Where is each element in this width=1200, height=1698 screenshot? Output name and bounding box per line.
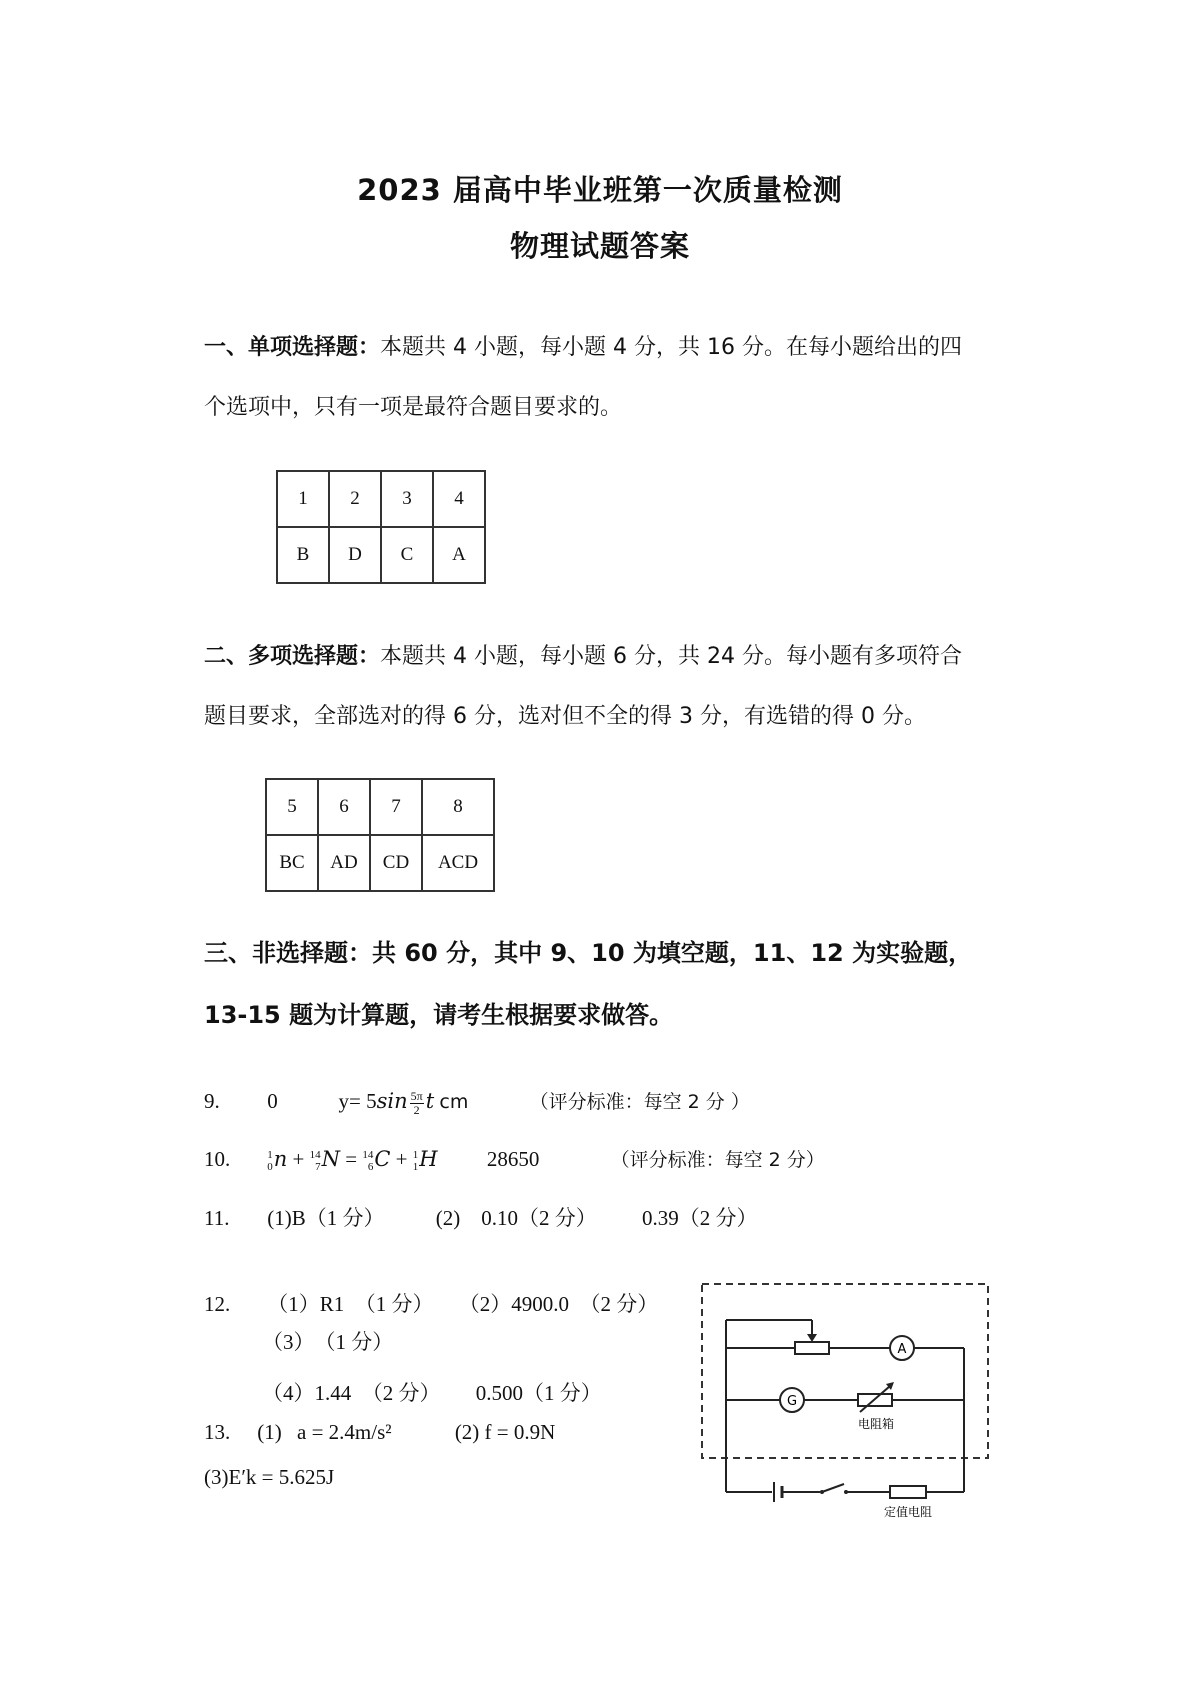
q13-part3: E′k = 5.625J — [228, 1465, 335, 1489]
answer-cell: AD — [318, 835, 370, 891]
section2-heading: 二、多项选择题： — [204, 644, 381, 669]
q12-part3: （3） （1 分） — [262, 1330, 394, 1354]
question-number: 13. — [204, 1420, 231, 1444]
section3-line1: 三、非选择题：共 60 分，其中 9、10 为填空题，11、12 为实验题， — [204, 939, 973, 967]
section2-desc-line1: 本题共 4 小题，每小题 6 分，共 24 分。每小题有多项符合 — [380, 644, 962, 669]
table-row — [266, 835, 494, 891]
question-number-cell: 2 — [329, 471, 381, 527]
q13-part1: a = 2.4m/s² — [297, 1420, 392, 1444]
answer-q12-line3 — [262, 1377, 602, 1407]
question-number-cell: 3 — [381, 471, 433, 527]
mass-number: 14 — [309, 1149, 321, 1162]
question-number-cell: 7 — [370, 779, 422, 835]
fixed-resistor-label: 定值电阻 — [883, 1505, 933, 1519]
section2-description — [204, 627, 1024, 747]
answer-q10 — [204, 1145, 825, 1173]
answer-cell: C — [381, 527, 433, 583]
q11-part1: (1)B（1 分） — [267, 1206, 385, 1230]
question-number: 11. — [204, 1206, 230, 1230]
answer-cell: CD — [370, 835, 422, 891]
q10-C-indices — [362, 1149, 373, 1173]
question-number-cell: 1 — [277, 471, 329, 527]
section1-description — [204, 318, 1024, 438]
question-number: 10. — [204, 1147, 231, 1171]
q9-eq-prefix: y= 5 — [338, 1089, 377, 1113]
section1-answer-table — [276, 470, 486, 584]
q9-scoring-note: （评分标准：每空 2 分 ） — [529, 1091, 750, 1113]
table-row — [277, 471, 485, 527]
circuit-diagram — [700, 1282, 1000, 1520]
answer-q13-line1 — [204, 1420, 555, 1445]
atomic-number: 7 — [315, 1161, 321, 1174]
answer-q12-line1 — [204, 1288, 658, 1318]
galvanometer-label: G — [786, 1394, 798, 1409]
question-number-cell: 8 — [422, 779, 494, 835]
plus-sign: + — [292, 1147, 305, 1171]
ammeter-label: A — [897, 1342, 907, 1357]
equals-sign: = — [345, 1147, 358, 1171]
question-number-cell: 5 — [266, 779, 318, 835]
q12-part4: （4）1.44 （2 分） — [262, 1381, 441, 1405]
q9-fraction — [410, 1090, 424, 1117]
q10-H-indices — [413, 1149, 419, 1173]
q9-eq-t: t — [425, 1089, 435, 1113]
q12-part1: （1）R1 （1 分） — [267, 1292, 434, 1316]
q10-n-indices — [267, 1149, 273, 1173]
hydrogen-symbol: H — [419, 1147, 438, 1171]
rheostat-icon — [795, 1342, 829, 1354]
neutron-symbol: n — [273, 1147, 288, 1171]
atomic-number: 1 — [412, 1161, 419, 1174]
slider-arrow-icon — [807, 1334, 817, 1342]
q13-part3-prefix: (3) — [204, 1465, 229, 1489]
q10-value: 28650 — [486, 1147, 540, 1171]
answer-q13-line2 — [204, 1465, 334, 1490]
page-title: 2023 届高中毕业班第一次质量检测 — [357, 173, 843, 207]
answer-cell: B — [277, 527, 329, 583]
resistance-box-label: 电阻箱 — [857, 1417, 895, 1431]
question-number: 12. — [204, 1292, 231, 1316]
mass-number: 1 — [267, 1149, 273, 1162]
q9-eq-unit: cm — [439, 1091, 469, 1113]
answer-q11 — [204, 1202, 758, 1232]
page-subtitle: 物理试题答案 — [509, 229, 690, 263]
q11-part3: 0.39（2 分） — [642, 1206, 758, 1230]
answer-cell: ACD — [422, 835, 494, 891]
section2-desc-line2: 题目要求，全部选对的得 6 分，选对但不全的得 3 分，有选错的得 0 分。 — [204, 704, 926, 729]
table-row — [277, 527, 485, 583]
table-row — [266, 779, 494, 835]
nitrogen-symbol: N — [321, 1147, 340, 1171]
section3-line2: 13-15 题为计算题，请考生根据要求做答。 — [204, 1001, 674, 1029]
plus-sign: + — [395, 1147, 408, 1171]
answer-cell: D — [329, 527, 381, 583]
section1-desc-line1: 本题共 4 小题，每小题 4 分，共 16 分。在每小题给出的四 — [380, 335, 962, 360]
carbon-symbol: C — [374, 1147, 391, 1171]
atomic-number: 6 — [367, 1161, 374, 1174]
q9-frac-bottom: 2 — [413, 1102, 420, 1117]
q10-nuclear-equation — [267, 1147, 443, 1174]
dashed-frame — [702, 1284, 988, 1458]
mass-number: 1 — [412, 1149, 419, 1162]
q13-part2: (2) f = 0.9N — [454, 1420, 556, 1444]
answer-cell: BC — [266, 835, 318, 891]
section1-desc-line2: 个选项中，只有一项是最符合题目要求的。 — [204, 395, 623, 420]
answer-cell: A — [433, 527, 485, 583]
atomic-number: 0 — [267, 1161, 273, 1174]
switch-icon — [822, 1484, 844, 1492]
section2-answer-table — [265, 778, 495, 892]
q9-equation — [338, 1088, 469, 1117]
q10-scoring-note: （评分标准：每空 2 分） — [610, 1149, 825, 1171]
q9-eq-sin: sin — [376, 1089, 408, 1113]
q9-answer-1: 0 — [267, 1089, 278, 1113]
question-number-cell: 6 — [318, 779, 370, 835]
question-number-cell: 4 — [433, 471, 485, 527]
answer-q9 — [204, 1087, 750, 1117]
q10-N-indices — [310, 1149, 321, 1173]
q11-part2: (2) 0.10（2 分） — [435, 1206, 597, 1230]
q12-part5: 0.500（1 分） — [475, 1381, 602, 1405]
mass-number: 14 — [362, 1149, 374, 1162]
section1-heading: 一、单项选择题： — [204, 335, 381, 360]
question-number: 9. — [204, 1089, 220, 1113]
section3-description — [204, 922, 1024, 1046]
fixed-resistor-icon — [890, 1486, 926, 1498]
q12-part2: （2）4900.0 （2 分） — [458, 1292, 659, 1316]
q9-frac-top: 5π — [410, 1088, 423, 1103]
q13-part1-prefix: (1) — [257, 1420, 282, 1444]
